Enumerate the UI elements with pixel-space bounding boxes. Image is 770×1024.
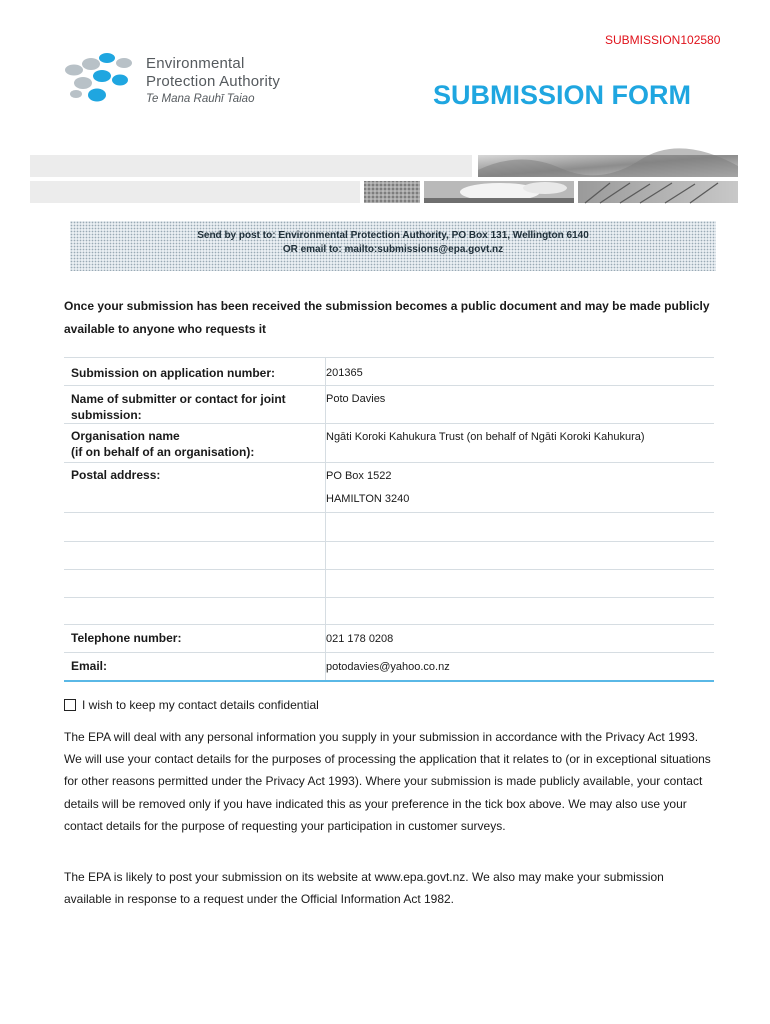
submission-id: SUBMISSION102580	[605, 33, 721, 47]
send-post-line: Send by post to: Environmental Protection Authority, PO Box 131, Wellington 6140	[197, 230, 589, 241]
email-label: Email:	[71, 659, 108, 673]
confidential-checkbox-label[interactable]: I wish to keep my contact details confidential	[82, 698, 319, 712]
postal-address-extra-row[interactable]	[64, 597, 714, 625]
organisation-label-line1: Organisation name	[71, 429, 180, 443]
postal-address-extra-row[interactable]	[64, 569, 714, 598]
public-notice: Once your submission has been received the submission becomes a public document and may be made publicly available to anyone who requests it	[64, 299, 710, 336]
column-divider	[325, 357, 326, 680]
confidential-checkbox[interactable]	[64, 699, 76, 711]
send-instructions-box	[70, 221, 716, 271]
website-paragraph: The EPA is likely to post your submission on its website at www.epa.govt.nz. We also may make your submission available in response to a request under the Official Information Act 1982.	[64, 870, 664, 907]
table-row	[64, 357, 714, 386]
submitter-name-value[interactable]: Poto Davies	[326, 393, 386, 405]
table-row	[64, 385, 714, 424]
org-maori-name: Te Mana Rauhī Taiao	[146, 93, 255, 105]
application-number-label: Submission on application number:	[71, 366, 276, 380]
email-value[interactable]: potodavies@yahoo.co.nz	[326, 661, 450, 673]
table-row	[64, 624, 714, 653]
organisation-label-line2: (if on behalf of an organisation):	[71, 445, 255, 459]
postal-address-line1[interactable]: PO Box 1522	[326, 470, 392, 482]
organisation-value[interactable]: Ngāti Koroki Kahukura Trust (on behalf of Ngāti Koroki Kahukura)	[326, 431, 645, 443]
table-row	[64, 652, 714, 681]
organisation-label	[71, 428, 254, 460]
table-bottom-rule	[64, 680, 714, 682]
page-title: SUBMISSION FORM	[433, 80, 692, 110]
postal-address-line2[interactable]: HAMILTON 3240	[326, 493, 410, 505]
postal-address-label: Postal address:	[71, 468, 161, 482]
application-number-value[interactable]: 201365	[326, 367, 363, 379]
privacy-paragraph: The EPA will deal with any personal information you supply in your submission in accordance with the Privacy Act 1993. We will use your contact details for the purposes of processing the application that it relates to (or in exceptional situations for other reasons permitted under the Privacy Act 1993). Where your submission is made publicly available, your contact details will be removed only if you have indicated this as your preference in the tick box above. We may also use your contact details for the purpose of requesting your participation in customer surveys.	[64, 730, 711, 833]
submitter-name-label: Name of submitter or contact for joint submission:	[71, 392, 286, 422]
postal-address-extra-row[interactable]	[64, 541, 714, 570]
table-row	[64, 423, 714, 463]
banner-photo-strip	[0, 0, 770, 210]
telephone-value[interactable]: 021 178 0208	[326, 633, 394, 645]
org-name-line2: Protection Authority	[146, 73, 281, 90]
org-name-line1: Environmental	[146, 55, 245, 72]
table-row	[64, 462, 714, 513]
send-email-line[interactable]: OR email to: mailto:submissions@epa.govt.nz	[282, 244, 504, 255]
telephone-label: Telephone number:	[71, 631, 182, 645]
postal-address-extra-row[interactable]	[64, 512, 714, 542]
